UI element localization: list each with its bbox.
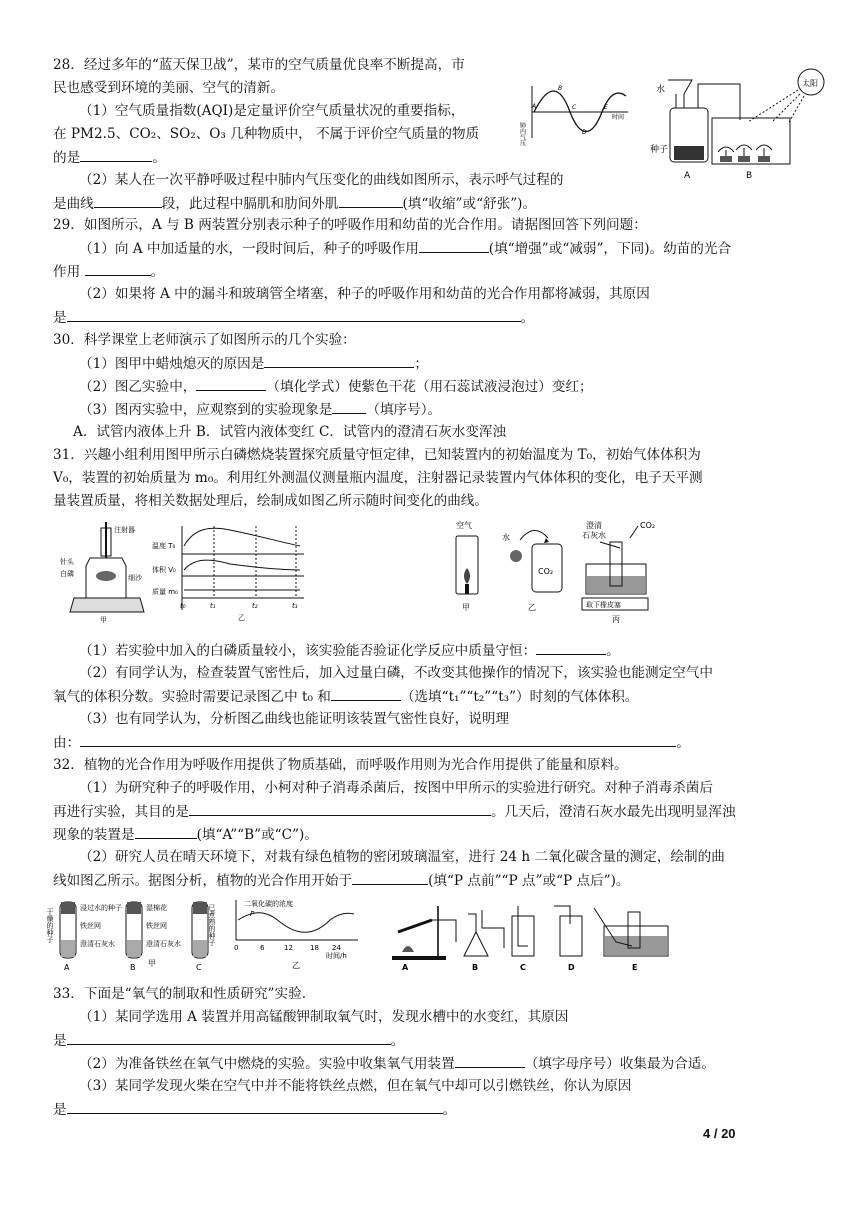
phosphorus-label: 白磷	[60, 570, 74, 578]
answer-blank[interactable]	[67, 1030, 391, 1045]
apparatus-e-label: E	[632, 963, 638, 972]
q29-text: 。	[520, 310, 535, 326]
q30-text: ；	[414, 356, 428, 372]
point-b: B	[558, 85, 563, 92]
answer-blank[interactable]	[196, 376, 266, 391]
q30-text: （1）图甲中蜡烛熄灭的原因是	[79, 356, 265, 372]
q33-text: 是	[53, 1033, 67, 1049]
sun-label: 太阳	[802, 79, 818, 88]
q33-text: （2）为准备铁丝在氧气中燃烧的实验。实验中收集氧气用装置	[79, 1056, 455, 1072]
q30-text: （3）图丙实验中，应观察到的实验现象是	[79, 402, 333, 418]
t1-label: t₁	[210, 602, 216, 610]
q28-line1: 28．经过多年的“蓝天保卫战”，某市的空气质量优良率不断提高，市	[53, 57, 465, 73]
q28-text: 。	[152, 150, 166, 166]
q32-line2: （1）为研究种子的呼吸作用，小柯对种子消毒杀菌后，按图中甲所示的实验进行研究。对种子消毒杀菌后	[79, 780, 713, 796]
q31-line5: （2）有同学认为，检查装置气密性后，加入过量白磷，不改变其他操作的情况下，该实验也能测定空气中	[79, 665, 713, 681]
q28-line6: （2）某人在一次平静呼吸过程中肺内气压变化的曲线如图所示，表示呼气过程的	[79, 172, 564, 188]
co2-gas-label: CO₂	[640, 521, 656, 530]
tick-12: 12	[284, 944, 293, 952]
q29-line4: （2）如果将 A 中的漏斗和玻璃管全堵塞，种子的呼吸作用和幼苗的光合作用都将减弱，其原因	[79, 286, 650, 302]
q31-text: 由：	[53, 735, 81, 751]
answer-blank[interactable]	[339, 193, 403, 208]
answer-blank[interactable]	[94, 193, 162, 208]
answer-blank[interactable]	[536, 640, 606, 655]
point-c: C	[572, 104, 577, 111]
q28-line4: 在 PM2.5、CO₂、SO₂、O₃ 几种物质中， 不属于评价空气质量的物质	[53, 126, 480, 142]
t0-label: t₀	[180, 602, 186, 610]
temp-label: 温度 T₀	[152, 542, 176, 550]
t3-label: t₃	[292, 602, 298, 610]
answer-blank[interactable]	[67, 1099, 443, 1114]
tick-0: 0	[234, 944, 239, 952]
yi-label: 乙	[292, 961, 300, 970]
mesh-label-a: 铁丝网	[80, 922, 101, 930]
q30-line4	[79, 399, 441, 420]
jia-label: 甲	[100, 616, 107, 624]
air-label: 空气	[456, 521, 472, 530]
q33-text: 。	[390, 1033, 405, 1049]
answer-blank[interactable]	[135, 824, 197, 839]
q28-line3: （1）空气质量指数(AQI)是定量评价空气质量状况的重要指标，	[79, 103, 465, 119]
q33-line1: 33．下面是“氧气的制取和性质研究”实验.	[53, 986, 307, 1002]
cotton-label: 湿棉花	[146, 904, 167, 912]
q30-text: （2）图乙实验中，	[79, 379, 197, 395]
q32-text: (填“A”“B”或“C”)。	[196, 827, 318, 843]
answer-blank[interactable]	[67, 307, 521, 322]
q31-text: 氧气的体积分数。实验时需要记录图乙中 t₀ 和	[53, 689, 331, 705]
q29-line1: 29．如图所示，A 与 B 两装置分别表示种子的呼吸作用和幼苗的光合作用。请据图回答下列问题：	[53, 217, 647, 233]
q32-text: 再进行实验，其目的是	[53, 804, 189, 820]
q32-text: 线如图乙所示。据图分析，植物的光合作用开始于	[53, 873, 353, 889]
soaked-seed-label: 浸过水的种子	[80, 904, 122, 912]
q28-text: 段，此过程中膈肌和肋间外肌	[161, 196, 339, 212]
q29-line2	[79, 238, 731, 259]
q28-text: (填“收缩”或“舒张”)。	[402, 196, 537, 212]
yi-label: 乙	[238, 614, 245, 622]
answer-blank[interactable]	[332, 399, 366, 414]
tick-24: 24	[332, 944, 341, 952]
point-a: A	[532, 103, 537, 110]
q28-text: 的是	[53, 150, 81, 166]
q31-line2: V₀，装置的初始质量为 m₀。利用红外测温仪测量瓶内温度，注射器记录装置内气体体积的变化，电子天平测	[53, 470, 703, 486]
answer-blank[interactable]	[352, 870, 428, 885]
q33-text: 。	[442, 1102, 457, 1118]
y-axis-label: 肺内气压	[518, 122, 526, 146]
q28-line2: 民也感受到环境的美丽、空气的清新。	[53, 80, 285, 96]
tube-a-label: A	[64, 963, 70, 972]
point-d: D	[582, 129, 587, 136]
answer-blank[interactable]	[85, 261, 151, 276]
q31-text: 。	[676, 735, 690, 751]
limewater-label-a: 澄清石灰水	[80, 940, 115, 948]
tick-18: 18	[310, 944, 319, 952]
q29-text: 作用	[53, 264, 85, 280]
answer-blank[interactable]	[331, 686, 401, 701]
mass-label: 质量 m₀	[152, 588, 178, 596]
q31-line3: 量装置质量，将相关数据处理后，绘制成如图乙所示随时间变化的曲线。	[53, 493, 488, 509]
q32-text: 现象的装置是	[53, 827, 135, 843]
q32-text: (填“P 点前”“P 点”或“P 点后”)。	[428, 873, 630, 889]
jia-label: 甲	[148, 959, 156, 968]
answer-blank[interactable]	[80, 732, 676, 747]
co2-label: CO₂	[538, 567, 554, 576]
q33-line2: （1）某同学选用 A 装置并用高锰酸钾制取氧气时，发现水槽中的水变红，其原因	[79, 1009, 569, 1025]
mesh-label-b: 铁丝网	[146, 922, 167, 930]
q30-line3	[79, 376, 593, 397]
x-unit-label: 时间/h	[326, 952, 347, 960]
water-label: 水	[502, 533, 510, 542]
lung-pressure-figure	[518, 82, 632, 146]
bing-label: 丙	[612, 615, 620, 624]
q32-line4	[53, 824, 318, 845]
volume-label: 体积 V₀	[152, 566, 176, 574]
q29-text: （1）向 A 中加适量的水，一段时间后，种子的呼吸作用	[79, 241, 419, 257]
q28-line5	[53, 147, 166, 168]
point-p: P	[250, 910, 255, 918]
q29-line5	[53, 307, 534, 328]
stopper-label: 取下橡皮塞	[586, 601, 621, 609]
limewater-label-b: 澄清石灰水	[146, 940, 181, 948]
q31-line4	[79, 640, 620, 661]
jia-label: 甲	[462, 603, 470, 612]
tube-b-label: B	[130, 963, 136, 972]
q29-text: 。	[150, 264, 165, 280]
q30-text: （填化学式）使紫色干花（用石蕊试液浸泡过）变红；	[266, 379, 593, 395]
curve-title: 二氧化碳的浓度	[244, 900, 293, 908]
apparatus-c-label: C	[520, 963, 526, 972]
q32-text: 。几天后，澄清石灰水最先出现明显浑浊	[490, 804, 736, 820]
q31-text: （1）若实验中加入的白磷质量较小，该实验能否验证化学反应中质量守恒：	[79, 643, 537, 659]
answer-blank[interactable]	[419, 238, 489, 253]
page-number: 4 / 20	[703, 1126, 736, 1141]
answer-blank[interactable]	[264, 353, 414, 368]
apparatus-a-label: A	[402, 963, 409, 972]
q29-line3	[53, 261, 164, 282]
q31-line8	[53, 732, 690, 753]
seed-label: 种子	[650, 145, 669, 155]
boiled-seed-label: 已煮熟的种子	[208, 904, 216, 946]
q33-text: （填字母序号）收集最为合适。	[524, 1056, 715, 1072]
q33-text: 是	[53, 1102, 67, 1118]
q30-text: （填序号）。	[366, 402, 442, 418]
q29-text: 是	[53, 310, 67, 326]
limewater-label-1: 澄清	[586, 521, 602, 530]
q32-line6	[53, 870, 630, 891]
water-label: 水	[656, 85, 666, 95]
answer-blank[interactable]	[455, 1053, 525, 1068]
q28-line7	[53, 193, 536, 214]
q33-line3	[53, 1030, 404, 1051]
tube-c-label: C	[196, 963, 202, 972]
q33-line4	[79, 1053, 715, 1074]
apparatus-d-label: D	[568, 963, 575, 972]
q31-line1: 31．兴趣小组利用图甲所示白磷燃烧装置探究质量守恒定律，已知装置内的初始温度为 T₀，初始气体体积为	[53, 447, 701, 463]
label-a: A	[684, 171, 691, 181]
sand-label: 细沙	[128, 574, 142, 582]
tick-6: 6	[260, 944, 265, 952]
point-e: E	[604, 104, 608, 111]
q33-line5: （3）某同学发现火柴在空气中并不能将铁丝点燃，但在氧气中却可以引燃铁丝，你认为原因	[79, 1078, 632, 1094]
answer-blank[interactable]	[80, 147, 152, 162]
x-axis-label: 时间	[612, 114, 625, 121]
q33-line6	[53, 1099, 456, 1120]
dry-seed-label: 干燥的种子	[46, 908, 54, 943]
q28-text: 是曲线	[53, 196, 94, 212]
q31-line7: （3）也有同学认为，分析图乙曲线也能证明该装置气密性良好，说明理	[79, 711, 510, 727]
label-b: B	[746, 171, 753, 181]
experiments-figure	[450, 518, 682, 628]
phosphorus-apparatus-figure	[60, 518, 310, 624]
q30-line1: 30．科学课堂上老师演示了如图所示的几个实验：	[53, 332, 356, 348]
q30-options: A．试管内液体上升 B．试管内液体变红 C．试管内的澄清石灰水变浑浊	[73, 424, 507, 440]
oxygen-apparatus-figure	[388, 902, 674, 972]
yi-label: 乙	[528, 603, 536, 612]
answer-blank[interactable]	[189, 801, 491, 816]
syringe-label: 注射器	[114, 526, 135, 534]
q31-line6	[53, 686, 638, 707]
q29-text: (填“增强”或“减弱”，下同)。幼苗的光合	[488, 241, 732, 257]
q32-line3	[53, 801, 736, 822]
q31-text: （选填“t₁”“t₂”“t₃”）时刻的气体体积。	[400, 689, 639, 705]
seed-respiration-figure	[48, 896, 360, 974]
limewater-label-2: 石灰水	[582, 531, 606, 540]
t2-label: t₂	[252, 602, 258, 610]
q31-text: 。	[606, 643, 620, 659]
needle-label: 针头	[60, 558, 74, 566]
q32-line1: 32．植物的光合作用为呼吸作用提供了物质基础，而呼吸作用则为光合作用提供了能量和原料。	[53, 757, 628, 773]
q30-line2	[79, 353, 428, 374]
q32-line5: （2）研究人员在晴天环境下，对栽有绿色植物的密闭玻璃温室，进行 24 h 二氧化碳含量的测定，绘制的曲	[79, 849, 725, 865]
seed-plant-apparatus-figure	[648, 62, 834, 186]
apparatus-b-label: B	[472, 963, 479, 972]
